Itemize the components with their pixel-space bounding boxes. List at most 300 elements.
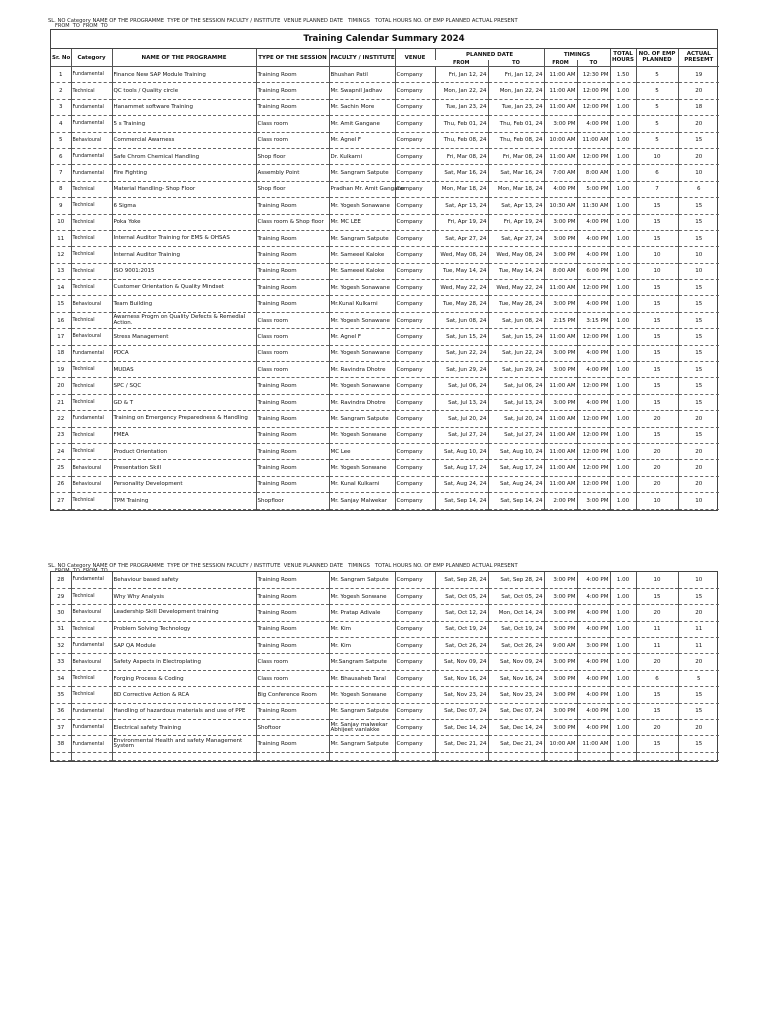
cell-category: Technical — [71, 493, 112, 509]
cell-programme: Customer Orientation & Quality Mindset — [112, 280, 256, 296]
cell-actual-present: 10 — [678, 165, 719, 181]
cell-total-hours: 1.00 — [610, 296, 636, 312]
cell-time-to: 11:00 AM — [577, 132, 610, 148]
cell-faculty: Mr. Sangram Satpute — [329, 736, 395, 752]
cell-venue: Company — [395, 230, 435, 246]
cell-category: Technical — [71, 443, 112, 459]
cell-session: Training Room — [256, 198, 329, 214]
cell-venue: Company — [395, 378, 435, 394]
cell-faculty: Mr. Kunal Kulkarni — [329, 476, 395, 492]
cell-category: Technical — [71, 280, 112, 296]
cell-date-from: Sat, Nov 23, 24 — [435, 687, 488, 703]
cell-total-hours: 1.00 — [610, 181, 636, 197]
cell-total-hours: 1.00 — [610, 247, 636, 263]
cell-sr: 27 — [51, 493, 71, 509]
cell-actual-present: 11 — [678, 621, 719, 637]
cell-venue: Company — [395, 181, 435, 197]
blank-cell — [577, 752, 610, 760]
cell-programme: Forging Process & Coding — [112, 670, 256, 686]
cell-date-to: Sat, Nov 16, 24 — [488, 670, 544, 686]
col-faculty: FACULTY / INSTITUTE — [329, 49, 395, 67]
cell-session: Assembly Point — [256, 165, 329, 181]
table-row — [51, 230, 719, 246]
cell-programme: Electrical safety Training — [112, 720, 256, 736]
cell-actual-present: 15 — [678, 703, 719, 719]
cell-emp-planned: 15 — [636, 345, 678, 361]
cell-venue: Company — [395, 296, 435, 312]
cell-date-to: Fri, Jan 12, 24 — [488, 67, 544, 83]
cell-emp-planned: 20 — [636, 720, 678, 736]
cell-actual-present: 20 — [678, 720, 719, 736]
cell-category: Technical — [71, 687, 112, 703]
cell-date-from: Sat, Oct 26, 24 — [435, 638, 488, 654]
table-row — [51, 736, 719, 752]
cell-total-hours: 1.00 — [610, 638, 636, 654]
cell-total-hours: 1.00 — [610, 703, 636, 719]
cell-programme: Internal Auditor Training — [112, 247, 256, 263]
cell-actual-present: 20 — [678, 443, 719, 459]
cell-emp-planned: 15 — [636, 198, 678, 214]
cell-time-to: 3:00 PM — [577, 493, 610, 509]
cell-emp-planned: 5 — [636, 83, 678, 99]
cell-venue: Company — [395, 670, 435, 686]
cell-session: Training Room — [256, 411, 329, 427]
cell-emp-planned: 15 — [636, 394, 678, 410]
cell-total-hours: 1.50 — [610, 67, 636, 83]
cell-date-from: Sat, Dec 07, 24 — [435, 703, 488, 719]
cell-date-to: Sat, Dec 21, 24 — [488, 736, 544, 752]
cell-emp-planned: 5 — [636, 99, 678, 115]
cell-faculty: Mr. Yogesh Sonwane — [329, 687, 395, 703]
cell-sr: 3 — [51, 99, 71, 115]
cell-total-hours: 1.00 — [610, 687, 636, 703]
cell-programme: Training on Emergency Preparedness & Handling — [112, 411, 256, 427]
col-programme: NAME OF THE PROGRAMME — [112, 49, 256, 67]
cell-venue: Company — [395, 214, 435, 230]
cell-sr: 28 — [51, 572, 71, 588]
cell-category: Behavioural — [71, 476, 112, 492]
col-venue: VENUE — [395, 49, 435, 67]
cell-date-to: Sat, Jun 08, 24 — [488, 312, 544, 328]
cell-session: Training Room — [256, 588, 329, 604]
cell-session: Training Room — [256, 280, 329, 296]
cell-session: Training Room — [256, 83, 329, 99]
cell-time-to: 3:00 PM — [577, 638, 610, 654]
cell-programme: Problem Solving Technology — [112, 621, 256, 637]
cell-actual-present: 20 — [678, 116, 719, 132]
cell-date-to: Sat, Sep 28, 24 — [488, 572, 544, 588]
cell-faculty: Mr. Bhausaheb Taral — [329, 670, 395, 686]
cell-emp-planned: 20 — [636, 654, 678, 670]
cell-emp-planned: 20 — [636, 476, 678, 492]
cell-category: Behavioural — [71, 654, 112, 670]
cell-programme: Product Orientation — [112, 443, 256, 459]
cell-programme: Why Why Analysis — [112, 588, 256, 604]
cell-date-from: Sat, Jun 29, 24 — [435, 362, 488, 378]
cell-venue: Company — [395, 460, 435, 476]
cell-programme: Behaviour based safety — [112, 572, 256, 588]
cell-date-from: Wed, May 22, 24 — [435, 280, 488, 296]
cell-category: Behavioural — [71, 605, 112, 621]
cell-category: Behavioural — [71, 132, 112, 148]
cell-session: Training Room — [256, 476, 329, 492]
cell-programme: ISO 9001:2015 — [112, 263, 256, 279]
table-row — [51, 198, 719, 214]
cell-emp-planned: 20 — [636, 411, 678, 427]
cell-sr: 32 — [51, 638, 71, 654]
cell-time-to: 12:00 PM — [577, 460, 610, 476]
blank-cell — [256, 752, 329, 760]
page-title: Training Calendar Summary 2024 — [51, 30, 717, 49]
cell-programme: Handling of hazardous materials and use of PPE — [112, 703, 256, 719]
cell-actual-present: 10 — [678, 493, 719, 509]
cell-faculty: Mr. Ravindra Dhotre — [329, 362, 395, 378]
cell-category: Technical — [71, 181, 112, 197]
cell-actual-present: 15 — [678, 736, 719, 752]
cell-category: Behavioural — [71, 296, 112, 312]
cell-category: Technical — [71, 247, 112, 263]
col-timings: TIMINGS — [544, 49, 610, 60]
cell-venue: Company — [395, 687, 435, 703]
cell-faculty: Mr. Sangram Satpute — [329, 165, 395, 181]
cell-session: Training Room — [256, 263, 329, 279]
cell-session: Shoftoor — [256, 720, 329, 736]
cell-date-from: Sat, Aug 10, 24 — [435, 443, 488, 459]
table-row — [51, 427, 719, 443]
cell-category: Behavioural — [71, 460, 112, 476]
cell-programme: Finance New SAP Module Training — [112, 67, 256, 83]
cell-date-to: Sat, Dec 07, 24 — [488, 703, 544, 719]
cell-session: Class room — [256, 362, 329, 378]
table-row — [51, 493, 719, 509]
cell-category: Technical — [71, 83, 112, 99]
table-row — [51, 605, 719, 621]
table-row — [51, 165, 719, 181]
cell-programme: Stress Management — [112, 329, 256, 345]
cell-venue: Company — [395, 736, 435, 752]
cell-category: Technical — [71, 312, 112, 328]
cell-date-from: Mon, Jan 22, 24 — [435, 83, 488, 99]
cell-date-to: Sat, Dec 14, 24 — [488, 720, 544, 736]
cell-emp-planned: 5 — [636, 132, 678, 148]
cell-faculty: Mr. Swapnil Jadhav — [329, 83, 395, 99]
cell-total-hours: 1.00 — [610, 394, 636, 410]
cell-actual-present: 20 — [678, 476, 719, 492]
col-session: TYPE OF THE SESSION — [256, 49, 329, 67]
cell-actual-present: 20 — [678, 460, 719, 476]
table-row — [51, 329, 719, 345]
cell-venue: Company — [395, 263, 435, 279]
table-row — [51, 181, 719, 197]
cell-emp-planned: 20 — [636, 460, 678, 476]
cell-time-to: 8:00 AM — [577, 165, 610, 181]
cell-faculty: Mr. Yogesh Sonwane — [329, 427, 395, 443]
blank-cell — [636, 752, 678, 760]
cell-time-to: 12:00 PM — [577, 378, 610, 394]
cell-actual-present: 15 — [678, 214, 719, 230]
table-row — [51, 345, 719, 361]
cell-emp-planned: 15 — [636, 687, 678, 703]
cell-session: Training Room — [256, 572, 329, 588]
cell-programme: 8D Corrective Action & RCA — [112, 687, 256, 703]
table-row — [51, 362, 719, 378]
training-table — [51, 49, 719, 510]
cell-date-to: Sat, Aug 10, 24 — [488, 443, 544, 459]
table-row — [51, 411, 719, 427]
cell-time-from: 3:00 PM — [544, 214, 577, 230]
cell-time-to: 4:00 PM — [577, 230, 610, 246]
cell-time-from: 11:00 AM — [544, 378, 577, 394]
cell-time-to: 4:00 PM — [577, 605, 610, 621]
cell-session: Training Room — [256, 638, 329, 654]
cell-time-from: 3:00 PM — [544, 605, 577, 621]
cell-faculty: Mr. Yogesh Sonawane — [329, 345, 395, 361]
cell-total-hours: 1.00 — [610, 378, 636, 394]
cell-total-hours: 1.00 — [610, 99, 636, 115]
cell-date-to: Fri, Apr 19, 24 — [488, 214, 544, 230]
cell-date-to: Sat, Aug 17, 24 — [488, 460, 544, 476]
cell-session: Shopfloor — [256, 493, 329, 509]
cell-actual-present: 15 — [678, 394, 719, 410]
cell-emp-planned: 10 — [636, 493, 678, 509]
cell-time-to: 4:00 PM — [577, 116, 610, 132]
cell-time-to: 11:30 AM — [577, 198, 610, 214]
cell-session: Training Room — [256, 621, 329, 637]
cell-date-from: Sat, Oct 19, 24 — [435, 621, 488, 637]
cell-session: Training Room — [256, 247, 329, 263]
table-row — [51, 148, 719, 164]
table-row — [51, 132, 719, 148]
cell-time-from: 3:00 PM — [544, 588, 577, 604]
cell-total-hours: 1.00 — [610, 362, 636, 378]
cell-time-from: 11:00 AM — [544, 427, 577, 443]
cell-time-from: 3:00 PM — [544, 247, 577, 263]
blank-cell — [678, 752, 719, 760]
table-row — [51, 99, 719, 115]
cell-venue: Company — [395, 345, 435, 361]
cell-date-from: Mon, Mar 18, 24 — [435, 181, 488, 197]
cell-time-from: 11:00 AM — [544, 280, 577, 296]
cell-programme: Material Handling- Shop Floor — [112, 181, 256, 197]
cell-faculty: Mr. Sanjay Malwekar — [329, 493, 395, 509]
cell-actual-present: 15 — [678, 427, 719, 443]
cell-emp-planned: 15 — [636, 230, 678, 246]
cell-venue: Company — [395, 443, 435, 459]
cell-time-from: 10:00 AM — [544, 736, 577, 752]
cell-session: Class room — [256, 345, 329, 361]
cell-emp-planned: 15 — [636, 296, 678, 312]
cell-category: Fundamental — [71, 411, 112, 427]
cell-faculty: Mr. Sachin More — [329, 99, 395, 115]
blank-cell — [544, 752, 577, 760]
cell-programme: FMEA — [112, 427, 256, 443]
cell-category: Behavioural — [71, 329, 112, 345]
cell-time-to: 12:00 PM — [577, 476, 610, 492]
cell-emp-planned: 11 — [636, 638, 678, 654]
cell-time-from: 3:00 PM — [544, 345, 577, 361]
cell-session: Training Room — [256, 605, 329, 621]
cell-sr: 25 — [51, 460, 71, 476]
table-row — [51, 280, 719, 296]
cell-session: Class room — [256, 329, 329, 345]
cell-total-hours: 1.00 — [610, 572, 636, 588]
cell-programme: PDCA — [112, 345, 256, 361]
cell-sr: 18 — [51, 345, 71, 361]
cell-date-to: Mon, Mar 18, 24 — [488, 181, 544, 197]
cell-faculty: Mr. Agnel F — [329, 329, 395, 345]
cell-faculty: Mr. Ravindra Dhotre — [329, 394, 395, 410]
cell-venue: Company — [395, 654, 435, 670]
cell-date-to: Sat, Sep 14, 24 — [488, 493, 544, 509]
table-row — [51, 83, 719, 99]
table-row — [51, 588, 719, 604]
cell-date-from: Sat, Dec 21, 24 — [435, 736, 488, 752]
cell-time-from: 11:00 AM — [544, 476, 577, 492]
cell-session: Shop floor — [256, 148, 329, 164]
cell-time-from: 10:30 AM — [544, 198, 577, 214]
cell-time-to: 4:00 PM — [577, 362, 610, 378]
cell-emp-planned: 15 — [636, 588, 678, 604]
cell-date-from: Sat, Jun 15, 24 — [435, 329, 488, 345]
cell-programme: SPC / SQC — [112, 378, 256, 394]
cell-emp-planned: 15 — [636, 378, 678, 394]
cell-actual-present: 15 — [678, 378, 719, 394]
cell-total-hours: 1.00 — [610, 720, 636, 736]
cell-emp-planned: 7 — [636, 181, 678, 197]
cell-sr: 12 — [51, 247, 71, 263]
cell-programme: Team Building — [112, 296, 256, 312]
cell-venue: Company — [395, 572, 435, 588]
cell-session: Training Room — [256, 67, 329, 83]
cell-venue: Company — [395, 83, 435, 99]
cell-time-to: 4:00 PM — [577, 572, 610, 588]
cell-category: Fundamental — [71, 99, 112, 115]
cell-time-from: 11:00 AM — [544, 83, 577, 99]
cell-actual-present: 15 — [678, 230, 719, 246]
cell-total-hours: 1.00 — [610, 148, 636, 164]
cell-sr: 2 — [51, 83, 71, 99]
cell-sr: 9 — [51, 198, 71, 214]
cell-time-to: 4:00 PM — [577, 703, 610, 719]
cell-date-to: Sat, Jul 27, 24 — [488, 427, 544, 443]
cell-session: Big Conference Room — [256, 687, 329, 703]
sheet-page-1 — [50, 29, 718, 511]
table-row — [51, 67, 719, 83]
cell-actual-present: 15 — [678, 198, 719, 214]
cell-sr: 24 — [51, 443, 71, 459]
cell-time-from: 3:00 PM — [544, 621, 577, 637]
cell-total-hours: 1.00 — [610, 165, 636, 181]
cell-category: Fundamental — [71, 703, 112, 719]
cell-venue: Company — [395, 329, 435, 345]
cell-time-from: 9:00 AM — [544, 638, 577, 654]
col-date-from: FROM — [435, 60, 488, 67]
cell-time-from: 2:15 PM — [544, 312, 577, 328]
cell-time-from: 3:00 PM — [544, 720, 577, 736]
cell-date-to: Sat, Mar 16, 24 — [488, 165, 544, 181]
cell-actual-present: 5 — [678, 670, 719, 686]
cell-venue: Company — [395, 394, 435, 410]
cell-sr: 10 — [51, 214, 71, 230]
cell-category: Technical — [71, 230, 112, 246]
cell-session: Class room — [256, 132, 329, 148]
cell-programme: 6 Sigma — [112, 198, 256, 214]
cell-faculty: Mr. Yogesh Sonwane — [329, 588, 395, 604]
cell-faculty: Mr. Sangram Satpute — [329, 703, 395, 719]
cell-actual-present: 10 — [678, 263, 719, 279]
cell-session: Training Room — [256, 296, 329, 312]
cell-emp-planned: 15 — [636, 329, 678, 345]
cell-date-to: Sat, Nov 09, 24 — [488, 654, 544, 670]
cell-emp-planned: 6 — [636, 165, 678, 181]
cell-sr: 38 — [51, 736, 71, 752]
cell-faculty: Mr. MC LEE — [329, 214, 395, 230]
cell-session: Class room & Shop floor — [256, 214, 329, 230]
cell-faculty: Mr. Sangram Satpute — [329, 411, 395, 427]
cell-date-from: Sat, Mar 16, 24 — [435, 165, 488, 181]
cell-session: Shop floor — [256, 181, 329, 197]
cell-session: Training Room — [256, 703, 329, 719]
cell-faculty: Mr. Yogesh Sonawane — [329, 280, 395, 296]
cell-sr: 21 — [51, 394, 71, 410]
cell-faculty: Mr. Sangram Satpute — [329, 230, 395, 246]
cell-time-from: 10:00 AM — [544, 132, 577, 148]
cell-time-to: 4:00 PM — [577, 247, 610, 263]
cell-date-to: Wed, May 08, 24 — [488, 247, 544, 263]
cell-sr: 11 — [51, 230, 71, 246]
cell-total-hours: 1.00 — [610, 132, 636, 148]
cell-total-hours: 1.00 — [610, 736, 636, 752]
cell-time-from: 3:00 PM — [544, 687, 577, 703]
cell-programme: Internal Auditor Training for EMS & OHSAS — [112, 230, 256, 246]
cell-sr: 1 — [51, 67, 71, 83]
cell-emp-planned: 10 — [636, 263, 678, 279]
cell-date-from: Sat, Jun 08, 24 — [435, 312, 488, 328]
cell-actual-present: 15 — [678, 588, 719, 604]
cell-time-from: 3:00 PM — [544, 230, 577, 246]
cell-session: Class room — [256, 312, 329, 328]
cell-date-to: Tue, Jan 23, 24 — [488, 99, 544, 115]
cell-emp-planned: 15 — [636, 312, 678, 328]
cell-time-to: 12:00 PM — [577, 280, 610, 296]
cell-date-from: Sat, Apr 13, 24 — [435, 198, 488, 214]
cell-total-hours: 1.00 — [610, 427, 636, 443]
cell-total-hours: 1.00 — [610, 605, 636, 621]
cell-programme: Fire Fighting — [112, 165, 256, 181]
cell-time-from: 11:00 AM — [544, 460, 577, 476]
col-time-from: FROM — [544, 60, 577, 67]
cell-date-from: Sat, Jun 22, 24 — [435, 345, 488, 361]
cell-date-to: Sat, Apr 27, 24 — [488, 230, 544, 246]
cell-date-from: Fri, Apr 19, 24 — [435, 214, 488, 230]
cell-session: Training Room — [256, 443, 329, 459]
col-actual-present: ACTUAL PRESEMT — [678, 49, 719, 67]
cell-faculty: Mr.Sangram Satpute — [329, 654, 395, 670]
cell-time-from: 11:00 AM — [544, 99, 577, 115]
cell-venue: Company — [395, 362, 435, 378]
cell-programme: Presentation Skill — [112, 460, 256, 476]
cell-emp-planned: 15 — [636, 703, 678, 719]
cell-category: Technical — [71, 263, 112, 279]
cell-programme: Personality Development — [112, 476, 256, 492]
cell-session: Training Room — [256, 99, 329, 115]
cell-venue: Company — [395, 148, 435, 164]
cell-actual-present: 15 — [678, 312, 719, 328]
cell-total-hours: 1.00 — [610, 411, 636, 427]
cell-date-to: Thu, Feb 08, 24 — [488, 132, 544, 148]
cell-date-to: Sat, Nov 23, 24 — [488, 687, 544, 703]
cell-time-to: 4:00 PM — [577, 720, 610, 736]
